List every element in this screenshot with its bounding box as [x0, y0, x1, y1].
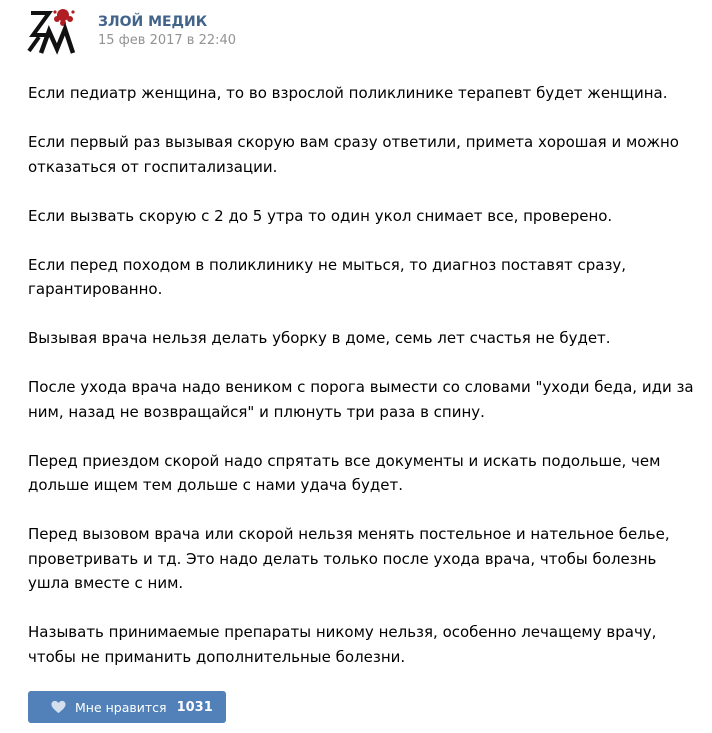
post-paragraph: Вызывая врача нельзя делать уборку в доме, семь лет счастья не будет. [28, 329, 611, 347]
like-button[interactable] [28, 691, 226, 723]
post-paragraph: Называть принимаемые препараты никому нельзя, особенно лечащему врачу, чтобы не приманить дополнительные болезни. [28, 623, 657, 666]
post-paragraph: После ухода врача надо веником с порога вымести со словами "уходи беда, иди за ним, назад не возвращайся" и плюнуть три раза в спину. [28, 378, 694, 421]
community-avatar[interactable] [27, 7, 79, 57]
post-paragraph: Если перед походом в поликлинику не мыться, то диагноз поставят сразу, гарантированно. [28, 255, 627, 298]
post-header [27, 7, 236, 57]
heart-icon [51, 700, 66, 714]
post-paragraph: Если педиатр женщина, то во взрослой поликлинике терапевт будет женщина. [28, 84, 668, 102]
blood-splash-icon [53, 9, 74, 26]
like-count: 1031 [176, 699, 213, 715]
like-label: Мне нравится [75, 699, 167, 715]
post-meta [98, 7, 236, 49]
post-date-link[interactable]: 15 фев 2017 в 22:40 [98, 33, 237, 48]
post-paragraph: Если первый раз вызывая скорую вам сразу ответили, примета хорошая и можно отказаться от госпитализации. [28, 133, 679, 176]
author-name-link[interactable]: ЗЛОЙ МЕДИК [98, 14, 208, 30]
post-text [28, 81, 700, 694]
post-paragraph: Перед приездом скорой надо спрятать все документы и искать подольше, чем дольше ищем тем дольше с нами удача будет. [28, 451, 661, 494]
post-paragraph: Если вызвать скорую с 2 до 5 утра то один укол снимает все, проверено. [28, 206, 613, 225]
post-paragraph: Перед вызовом врача или скорой нельзя менять постельное и нательное белье, проветривать и тд. Это надо делать только после ухода врача, чтобы болезнь ушла вместе с ним. [28, 525, 670, 592]
